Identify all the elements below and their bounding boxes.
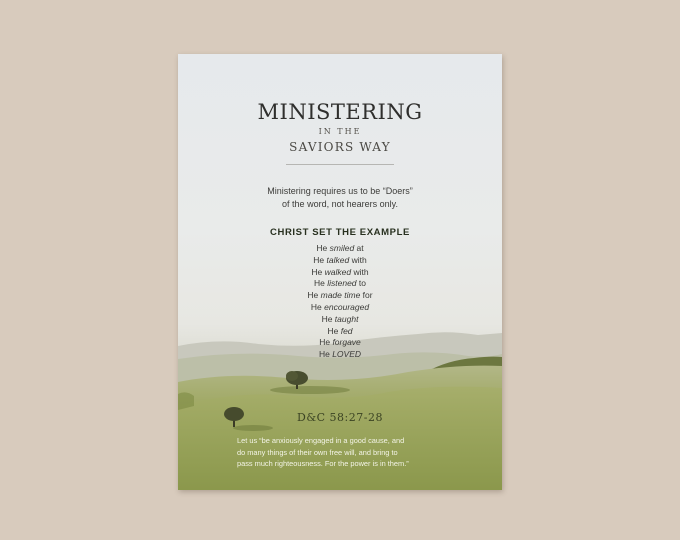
intro-line1-prefix: Ministering requires us to be — [267, 186, 383, 196]
list-item: He smiled at — [316, 243, 364, 253]
list-item: He fed — [327, 325, 353, 336]
poster-title: MINISTERING — [257, 100, 423, 124]
list-item: He LOVED — [318, 349, 362, 360]
intro-line2: of the word, not hearers only. — [282, 199, 398, 209]
section-heading: CHRIST SET THE EXAMPLE — [270, 227, 410, 238]
quote-line: pass much righteousness. For the power is in them.” — [237, 459, 409, 469]
list-item: He listened to — [314, 278, 366, 289]
divider — [286, 164, 394, 165]
list-item: He taught — [321, 313, 359, 324]
quote-line: Let us “be anxiously engaged in a good cause, and — [237, 436, 405, 445]
scripture-quote — [237, 435, 453, 470]
poster-subtitle: SAVIORS WAY — [289, 140, 391, 154]
intro-text — [178, 185, 502, 211]
example-list — [178, 243, 502, 361]
intro-doers: “Doers” — [382, 186, 413, 196]
quote-line: do many things of their own free will, and bring to — [237, 447, 398, 457]
poster-card — [178, 54, 502, 490]
poster-subtitle-small: IN THE — [318, 127, 362, 136]
scripture-reference: D&C 58:27-28 — [297, 411, 383, 424]
list-item: He talked with — [313, 254, 367, 265]
list-item: He walked with — [311, 266, 369, 277]
list-item: He encouraged — [310, 301, 370, 312]
list-item: He forgave — [319, 337, 361, 348]
list-item: He made time for — [307, 290, 373, 301]
